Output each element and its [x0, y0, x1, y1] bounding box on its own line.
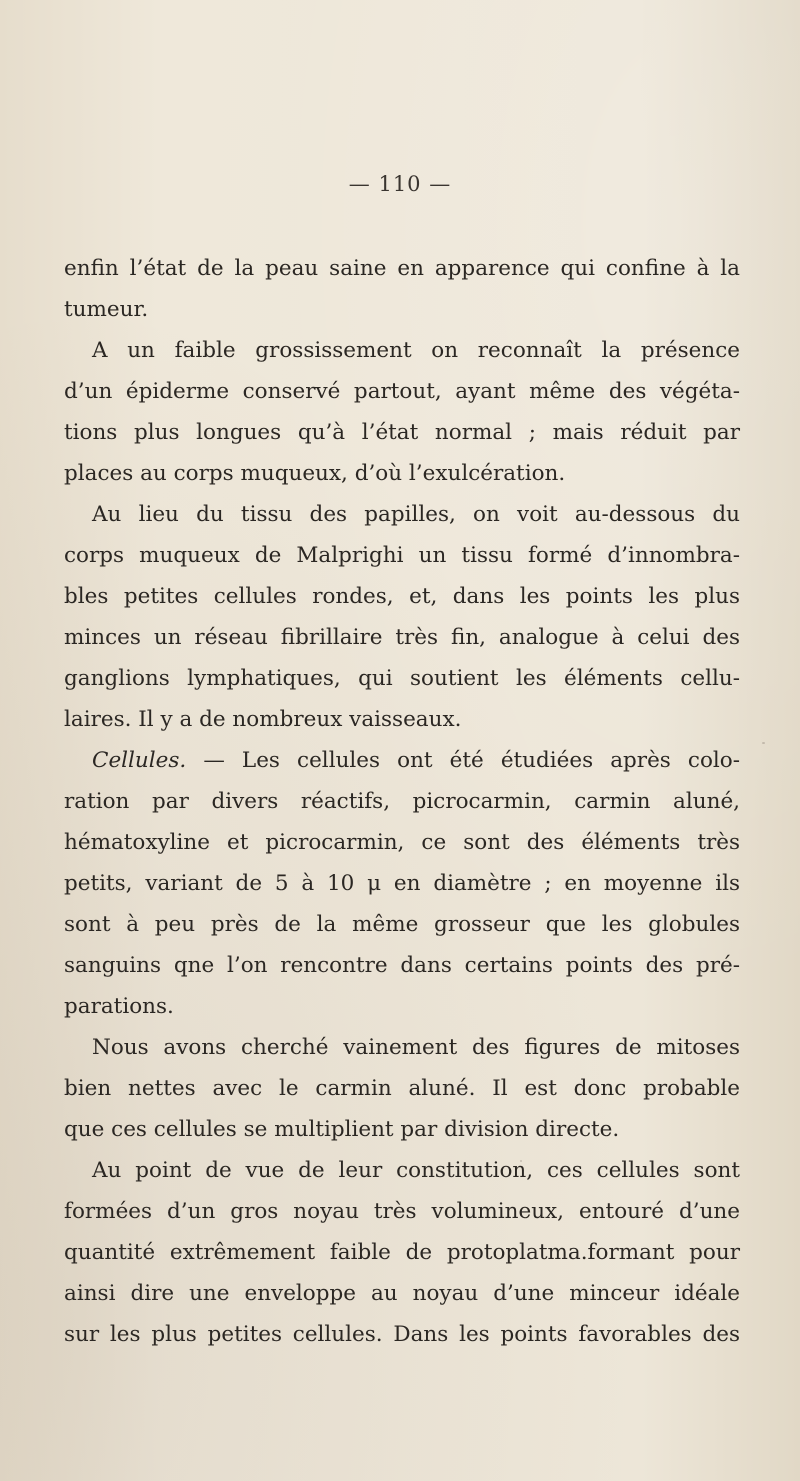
text-line: minces un réseau fibrillaire très fin, analogue à celui des [64, 625, 740, 650]
text-line: tions plus longues qu’à l’état normal ; mais réduit par [64, 420, 740, 445]
text-line: ainsi dire une enveloppe au noyau d’une minceur idéale [64, 1281, 740, 1306]
text-line-with-heading [64, 740, 740, 781]
text-line: hématoxyline et picrocarmin, ce sont des éléments très [64, 830, 740, 855]
text-line: tumeur. [64, 297, 149, 322]
text-line: ganglions lymphatiques, qui soutient les éléments cellu- [64, 666, 740, 691]
text-line: sur les plus petites cellules. Dans les points favorables des [64, 1322, 740, 1347]
text-line: bien nettes avec le carmin aluné. Il est donc probable [64, 1076, 740, 1101]
text-line: A un faible grossissement on reconnaît la présence [92, 338, 740, 363]
text-line: bles petites cellules rondes, et, dans les points les plus [64, 584, 740, 609]
text-line: Au point de vue de leur constitution, ces cellules sont [92, 1158, 740, 1183]
paper-speck [762, 742, 765, 744]
text-line: parations. [64, 994, 174, 1019]
text-line: petits, variant de 5 à 10 μ en diamètre ; en moyenne ils [64, 871, 740, 896]
text-line: d’un épiderme conservé partout, ayant même des végéta- [64, 379, 740, 404]
text-line: sont à peu près de la même grosseur que les globules [64, 912, 740, 937]
page-number: — 110 — [348, 172, 452, 196]
text-line: que ces cellules se multiplient par division directe. [64, 1117, 620, 1142]
text-line: ration par divers réactifs, picrocarmin, carmin aluné, [64, 789, 740, 814]
text-line: enfin l’état de la peau saine en apparence qui confine à la [64, 256, 740, 281]
text-line: corps muqueux de Malprighi un tissu formé d’innombra- [64, 543, 740, 568]
text-line: sanguins qne l’on rencontre dans certains points des pré- [64, 953, 740, 978]
text-line: formées d’un gros noyau très volumineux, entouré d’une [64, 1199, 740, 1224]
text-line: — Les cellules ont été étudiées après colo- [203, 748, 740, 773]
text-line: quantité extrêmement faible de protoplatma.formant pour [64, 1240, 740, 1265]
body-text [64, 248, 740, 1355]
text-line: places au corps muqueux, d’où l’exulcération. [64, 461, 566, 486]
text-line: Au lieu du tissu des papilles, on voit au-dessous du [92, 502, 740, 527]
text-line: laires. Il y a de nombreux vaisseaux. [64, 707, 462, 732]
text-line: Nous avons cherché vainement des figures de mitoses [92, 1035, 740, 1060]
section-heading: Cellules. [92, 748, 187, 773]
